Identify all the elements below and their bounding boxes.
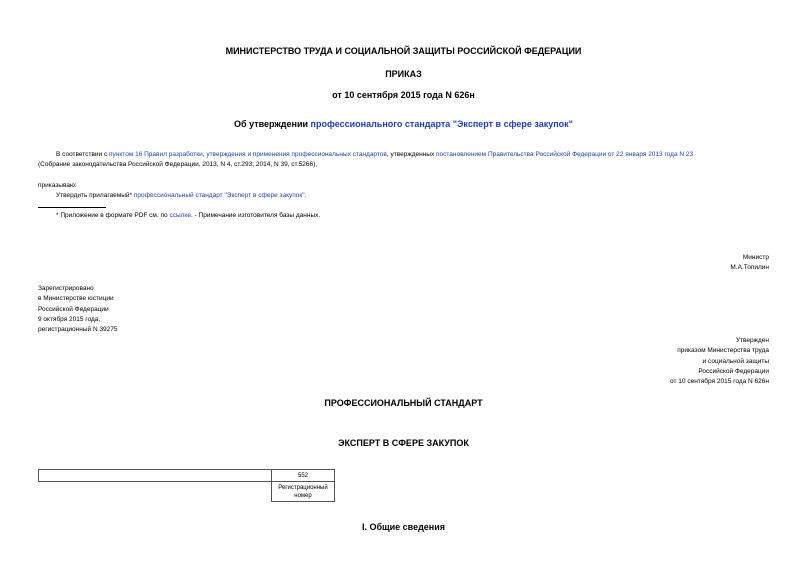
signature-name: М.А.Топилин [730,264,769,272]
order-title [0,119,807,129]
preamble-line-1 [56,150,693,160]
preamble-line-2: (Собрание законодательства Российской Федерации, 2013, N 4, ст.293; 2014, N 39, ст.5266), [38,161,318,168]
approval-block [670,336,769,387]
preamble-text-2: , утвержденных [386,151,437,158]
government-decree-link[interactable]: постановлением Правительства Российской Федерации от 22 января 2013 года N 23 [436,151,694,158]
approve-line [56,191,306,201]
ministry-heading: МИНИСТЕРСТВО ТРУДА И СОЦИАЛЬНОЙ ЗАЩИТЫ РОССИЙСКОЙ ФЕДЕРАЦИИ [225,46,582,56]
standard-title-link[interactable]: профессионального стандарта "Эксперт в сфере закупок" [310,119,573,129]
table-row [39,470,335,482]
approval-line: Утвержден [735,337,769,344]
approval-line: от 10 сентября 2015 года N 626н [670,378,769,386]
preamble-text-1: В соответствии с [56,151,110,158]
registration-line: Зарегистрировано [38,285,94,292]
approval-line: и социальной защиты [702,357,769,365]
registration-block [38,284,118,335]
pdf-link[interactable]: ссылке [169,212,191,219]
signature-position: Министр [742,254,769,261]
registration-number-table [38,469,335,502]
rules-paragraph-link[interactable]: пунктом 16 Правил разработки, утверждения и применения профессиональных стандартов [109,151,387,158]
registration-number-label-line: номер [294,492,312,499]
registration-line: 9 октября 2015 года, [38,315,101,323]
registration-line: Российской Федерации [38,305,109,313]
order-title-prefix: Об утверждении [234,119,311,129]
approve-text-2: . [304,192,307,199]
registration-line: в Министерстве юстиции [38,295,114,303]
order-heading: ПРИКАЗ [385,69,422,79]
table-empty-cell [39,482,272,502]
footnote-text-2: . - Примечание изготовителя базы данных. [190,212,321,219]
footnote [56,211,320,221]
registration-number-label-line: Регистрационный [278,484,328,491]
registration-number-label [272,482,335,502]
section-general-info: I. Общие сведения [361,522,446,532]
approval-line: Российской Федерации [698,367,769,375]
approve-text-1: Утвердить прилагаемый* [56,192,134,199]
orders-word: приказываю: [38,182,77,189]
approved-standard-link[interactable]: профессиональный стандарт "Эксперт в сфере закупок" [133,192,305,199]
approval-line: приказом Министерства труда [677,347,769,355]
registration-number-value: 552 [272,470,335,482]
signature-block [730,253,769,274]
footnote-text-1: * Приложение в формате PDF см. по [56,212,170,219]
order-date: от 10 сентября 2015 года N 626н [332,90,475,100]
standard-name: ЭКСПЕРТ В СФЕРЕ ЗАКУПОК [338,438,469,448]
footnote-divider [38,207,106,208]
standard-heading: ПРОФЕССИОНАЛЬНЫЙ СТАНДАРТ [324,398,483,408]
table-blank-cell [39,470,272,482]
table-row [39,482,335,502]
registration-line: регистрационный N 39275 [38,326,118,334]
